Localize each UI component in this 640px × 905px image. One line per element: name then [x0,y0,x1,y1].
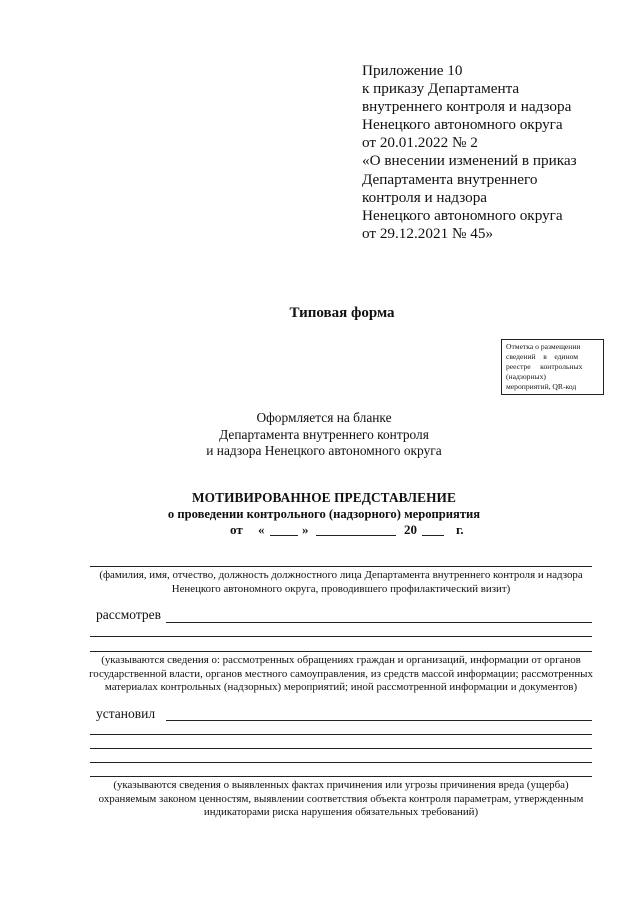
date-close-quote: » [302,522,309,537]
document-title [0,490,640,522]
appendix-line: Приложение 10 [362,62,463,79]
form-type-text: Типовая форма [289,305,395,321]
established-extra-line[interactable] [90,734,592,735]
year-blank[interactable] [422,522,444,536]
stamp-line: Отметка о размещении [506,342,581,351]
month-blank[interactable] [316,522,396,536]
document-title-main: МОТИВИРОВАННОЕ ПРЕДСТАВЛЕНИЕ [192,490,456,505]
year-prefix: 20 [404,522,417,537]
established-extra-line[interactable] [90,762,592,763]
stamp-line: мероприятий, QR-код [506,381,577,391]
date-row [220,522,480,540]
year-suffix: г. [456,522,464,537]
reviewed-input-line[interactable] [166,622,592,623]
appendix-line: Департамента внутреннего [362,170,538,188]
established-label: установил [96,706,156,721]
appendix-line: от 20.01.2022 № 2 [362,134,478,152]
caption-official [84,569,598,596]
letterhead-note-line: и надзора Ненецкого автономного округа [206,443,442,459]
letterhead-note [0,410,640,460]
appendix-line: Ненецкого автономного округа [362,116,563,134]
established-extra-line[interactable] [90,776,592,777]
appendix-line: внутреннего контроля и надзора [362,98,572,116]
stamp-line: сведений в едином [506,351,579,361]
caption-line: (фамилия, имя, отчество, должность должностного лица Департамента внутреннего контроля и надзора [99,569,583,581]
form-type-heading [0,305,640,322]
appendix-line: Ненецкого автономного округа [362,206,563,224]
appendix-line: «О внесении изменений в приказ [362,152,577,170]
registry-stamp-box [501,339,604,395]
appendix-block [362,62,622,243]
appendix-line: от 29.12.2021 № 45» [362,224,494,242]
caption-line: (указываются сведения о выявленных фактах причинения или угрозы причинения вреда (ущерба) [113,779,569,791]
date-from-label: от [230,522,243,537]
caption-line: (указываются сведения о: рассмотренных обращениях граждан и организаций, информации от органов [101,654,581,666]
appendix-line: контроля и надзора [362,188,488,206]
reviewed-extra-line[interactable] [90,636,592,637]
reviewed-extra-line[interactable] [90,651,592,652]
caption-reviewed [84,654,598,695]
caption-line: индикаторами риска нарушения обязательных требований) [203,806,479,819]
letterhead-note-line: Оформляется на бланке [256,410,392,425]
day-blank[interactable] [270,522,298,536]
letterhead-note-line: Департамента внутреннего контроля [219,426,429,442]
established-extra-line[interactable] [90,748,592,749]
stamp-line: (надзорных) [506,371,546,381]
caption-line: охраняемым законом ценностям, выявлении соответствия объекта контроля параметрам, утвержденным [98,792,584,805]
date-open-quote: « [258,522,265,537]
appendix-line: к приказу Департамента [362,80,520,98]
stamp-line: реестре контрольных [506,361,583,371]
caption-line: государственной власти, органов местного самоуправления, из средств массой информации; рассмотренных [89,667,593,680]
official-name-line[interactable] [90,566,592,567]
established-input-line[interactable] [166,720,592,721]
caption-line: Ненецкого автономного округа, проводившего профилактический визит) [171,582,511,595]
document-title-sub: о проведении контрольного (надзорного) мероприятия [167,507,481,521]
reviewed-label: рассмотрев [96,607,162,622]
caption-line: материалах контрольных (надзорных) мероприятий; иной рассмотренной информации и документов) [104,681,578,694]
caption-established [84,779,598,820]
